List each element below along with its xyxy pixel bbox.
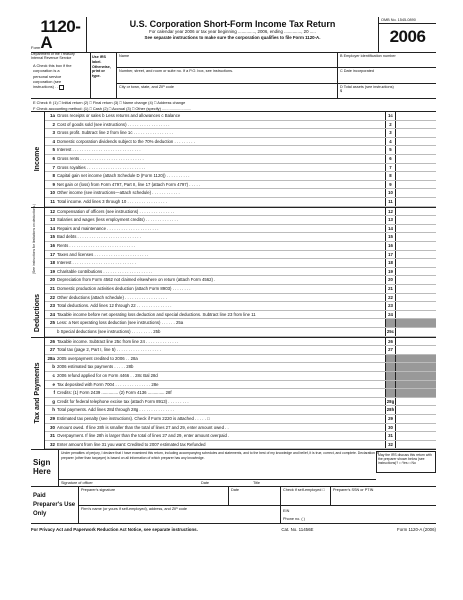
line-item — [45, 233, 436, 242]
line-box-label: 24 — [385, 311, 396, 319]
amount-field[interactable] — [396, 441, 436, 449]
privacy-notice: For Privacy Act and Paperwork Reduction Act Notice, see separate instructions. — [31, 527, 198, 533]
amount-field[interactable] — [396, 398, 436, 406]
amount-field[interactable] — [396, 355, 436, 363]
line-box-label: 17 — [385, 251, 396, 259]
date-label: Date — [201, 481, 210, 486]
sign-here-section — [31, 449, 436, 487]
line-number: 16 — [49, 242, 55, 248]
line-number: c — [52, 372, 55, 378]
line-number: 31 — [49, 433, 55, 439]
form-id-block — [31, 17, 87, 60]
amount-field[interactable] — [396, 276, 436, 284]
line-item — [45, 181, 436, 190]
line-number: 4 — [52, 138, 55, 144]
amount-field[interactable] — [396, 233, 436, 241]
tax-label: Tax and Payments — [33, 363, 41, 424]
amount-field[interactable] — [396, 146, 436, 154]
line-description: Capital gain net income (attach Schedule D (Form 1120)) . . . . . . . . . . — [57, 173, 190, 179]
city-field[interactable]: City or town, state, and ZIP code — [119, 84, 175, 89]
line-number: 22 — [49, 294, 55, 300]
line-item — [45, 276, 436, 285]
line-description: Amount owed. If line 28h is smaller than the total of lines 27 and 29, enter amount owed . . — [57, 424, 229, 430]
paid-preparer-section — [31, 487, 436, 524]
line-description: Interest . . . . . . . . . . . . . . . . . . . . . . . . . . . . . — [57, 147, 141, 153]
line-description: Domestic corporation dividends subject to the 70% deduction . . . . . . . . . — [57, 138, 195, 144]
line-box-label — [385, 381, 396, 389]
amount-field[interactable] — [396, 285, 436, 293]
deductions-note: (See instructions for limitations on deductions.) — [32, 203, 37, 274]
line-box-label: 6 — [385, 155, 396, 163]
amount-field[interactable] — [396, 225, 436, 233]
form-footer-id: Form 1120-A (2006) — [397, 527, 436, 533]
line-item — [45, 389, 436, 398]
line-number: 17 — [49, 251, 55, 257]
line-description: Gross profit. Subtract line 2 from line 1c . . . . . . . . . . . . . . . . . — [57, 130, 174, 136]
line-description: b Special deductions (see instructions) . . . . . . . . . 25b — [57, 328, 161, 334]
line-box-label: 7 — [385, 164, 396, 172]
firm-ein-field[interactable]: EIN — [283, 508, 290, 513]
irs-discuss-box[interactable]: May the IRS discuss this return with the preparer shown below (see instructions)? □ Yes □ No — [376, 451, 436, 473]
line-description: Charitable contributions . . . . . . . . . . . . . . . . . . . . . — [57, 268, 153, 274]
form-number: 1120-A — [40, 17, 81, 52]
amount-field[interactable] — [396, 294, 436, 302]
deductions-label: Deductions — [33, 294, 41, 333]
name-address-fields — [117, 53, 338, 98]
line-number: 24 — [49, 311, 55, 317]
amount-field[interactable] — [396, 172, 436, 180]
line-item — [45, 172, 436, 181]
check-f[interactable]: F Check accounting method: (1) □ Cash (2) □ Accrual (3) □ Other (specify) ........................... — [33, 105, 192, 111]
department: Department of the Treasury Internal Revenue Service — [31, 52, 75, 60]
amount-field[interactable] — [396, 302, 436, 310]
tax-year: 2006 — [389, 27, 426, 46]
check-boxes-e-f — [31, 99, 436, 112]
perjury-declaration: Under penalties of perjury, I declare that I have examined this return, including accompanying schedules and statements, and to the best of my knowledge and belief, it is true, correct, and complete. Declaration of preparer (other than taxpayer) is based on all information of which preparer has any knowledge. — [61, 451, 379, 460]
line-description: Taxes and licenses . . . . . . . . . . . . . . . . . . . . . . . — [57, 251, 149, 257]
amount-field[interactable] — [396, 311, 436, 319]
tax-section — [31, 338, 436, 450]
line-item — [45, 198, 436, 207]
line-item — [45, 398, 436, 407]
amount-field[interactable] — [396, 164, 436, 172]
form-period: For calendar year 2006 or tax year beginning .............., 2006, ending .............., 20 ..... — [149, 29, 316, 34]
line-number: 32 — [49, 441, 55, 447]
line-item — [45, 363, 436, 372]
line-item — [45, 225, 436, 234]
line-item — [45, 242, 436, 251]
line-item — [45, 138, 436, 147]
line-item — [45, 415, 436, 424]
amount-field[interactable] — [396, 155, 436, 163]
line-description: Less: a Net operating loss deduction (see instructions) . . . . . . 25a — [57, 320, 184, 326]
line-description: Salaries and wages (less employment credits) . . . . . . . . . . . . . . — [57, 217, 179, 223]
use-irs-label: Use IRS label. Otherwise, print or type. — [91, 53, 117, 98]
line-number: e — [52, 381, 55, 387]
omb-number: OMB No. 1545-0890 — [379, 17, 436, 24]
form-sheet — [31, 17, 436, 583]
ein-field[interactable]: B Employer identification number — [338, 53, 436, 68]
line-box-label: 1c — [385, 112, 396, 120]
amount-field[interactable] — [396, 432, 436, 440]
line-item — [45, 355, 436, 364]
line-description: Net gain or (loss) from Form 4797, Part II, line 17 (attach Form 4797) . . . . . — [57, 181, 201, 187]
line-description: Estimated tax penalty (see instructions). Check if Form 2220 is attached . . . . . □ — [57, 415, 210, 421]
line-description: Credits: (1) Form 2439 .............. (2) Form 4136 .............. 28f — [57, 390, 172, 396]
line-box-label: 32 — [385, 441, 396, 449]
amount-field[interactable] — [396, 242, 436, 250]
paid-preparer-label: Paid Preparer's Use Only — [31, 487, 79, 523]
line-description: Taxable income. Subtract line 25c from line 24 . . . . . . . . . . . . . . — [57, 338, 179, 344]
line-number: b — [52, 364, 55, 370]
line-description: Other income (see instructions—attach schedule) . . . . . . . . . . . . — [57, 190, 180, 196]
line-description: Gross royalties . . . . . . . . . . . . . . . . . . . . . . . . . — [57, 164, 146, 170]
line-item — [45, 319, 436, 328]
line-box-label — [385, 363, 396, 371]
line-item — [45, 164, 436, 173]
line-box-label: 5 — [385, 146, 396, 154]
line-item — [45, 311, 436, 320]
line-description: Other deductions (attach schedule) . . . . . . . . . . . . . . . . . . — [57, 294, 167, 300]
form-instruction: See separate instructions to make sure the corporation qualifies to file Form 1120-A. — [144, 35, 321, 40]
line-box-label: 12 — [385, 208, 396, 216]
amount-field[interactable] — [396, 121, 436, 129]
line-box-label — [385, 319, 396, 327]
line-description: Compensation of officers (see instructions) . . . . . . . . . . . . . . . — [57, 208, 175, 214]
line-number: 5 — [52, 147, 55, 153]
line-description: Overpayment. If line 28h is larger than the total of lines 27 and 29, enter amount overpaid . — [57, 433, 230, 439]
line-box-label: 18 — [385, 259, 396, 267]
line-description: Total payments. Add lines 28d through 28g . . . . . . . . . . . . . . . — [57, 407, 175, 413]
amount-field[interactable] — [396, 129, 436, 137]
amount-field[interactable] — [396, 189, 436, 197]
line-number: 2 — [52, 121, 55, 127]
cat-number: Cat. No. 11456E — [281, 527, 314, 533]
amount-field[interactable] — [396, 198, 436, 206]
preparer-ssn-field[interactable]: Preparer's SSN or PTIN — [333, 488, 374, 493]
line-item — [45, 424, 436, 433]
line-description: Rents . . . . . . . . . . . . . . . . . . . . . . . . . . . . — [57, 242, 136, 248]
amount-field[interactable] — [396, 319, 436, 327]
personal-service-checkbox[interactable] — [59, 85, 64, 90]
line-item — [45, 208, 436, 217]
line-box-label: 10 — [385, 189, 396, 197]
line-number: h — [52, 407, 55, 413]
check-e[interactable]: E Check if: (1) □ Initial return (2) □ Final return (3) □ Name change (4) □ Address change — [33, 100, 186, 105]
line-number: 13 — [49, 217, 55, 223]
ein-phone-fields — [281, 506, 436, 525]
line-number: 26 — [49, 338, 55, 344]
officer-signature-field[interactable] — [59, 474, 376, 480]
form-year-block — [378, 17, 436, 52]
line-box-label — [385, 389, 396, 397]
personal-service-check: A Check this box if the corporation is a personal service corporation (see instructions) . . — [31, 53, 91, 98]
line-item — [45, 251, 436, 260]
line-description: Repairs and maintenance . . . . . . . . . . . . . . . . . . . . . . — [57, 225, 159, 231]
line-item — [45, 302, 436, 311]
line-item — [45, 285, 436, 294]
line-box-label: 11 — [385, 198, 396, 206]
line-box-label: 26 — [385, 338, 396, 346]
amount-field[interactable] — [396, 181, 436, 189]
line-box-label: 28h — [386, 407, 395, 413]
amount-field[interactable] — [396, 259, 436, 267]
amount-field[interactable] — [396, 216, 436, 224]
line-description: Bad debts . . . . . . . . . . . . . . . . . . . . . . . . . . . — [57, 234, 141, 240]
line-box-label: 15 — [385, 233, 396, 241]
line-item — [45, 216, 436, 225]
line-item — [45, 346, 436, 355]
line-box-label: 8 — [385, 172, 396, 180]
amount-field[interactable] — [396, 372, 436, 380]
line-number: 10 — [49, 190, 55, 196]
identification-section — [31, 53, 436, 99]
amount-field[interactable] — [396, 406, 436, 414]
firm-name-field[interactable]: Firm's name (or yours if self-employed), address, and ZIP code — [79, 506, 281, 525]
line-description: Enter amount from line 31 you want: Credited to 2007 estimated tax Refunded — [57, 441, 206, 447]
line-number: 12 — [49, 208, 55, 214]
line-number: f — [53, 390, 55, 396]
line-box-label: 19 — [385, 268, 396, 276]
street-field[interactable]: Number, street, and room or suite no. If a P.O. box, see instructions. — [117, 68, 337, 83]
line-number: 27 — [49, 347, 55, 353]
line-description: Credit for federal telephone excise tax (attach Form 8913) . . . . . . . . . — [57, 398, 189, 404]
line-number: 9 — [52, 181, 55, 187]
line-item — [45, 328, 436, 337]
amount-field[interactable] — [396, 338, 436, 346]
line-number: 7 — [52, 164, 55, 170]
sign-here-label: Sign Here — [31, 450, 59, 486]
line-description: Depreciation from Form 4562 not claimed elsewhere on return (attach Form 4562) . — [57, 277, 216, 283]
line-box-label: 27 — [385, 346, 396, 354]
line-number: 15 — [49, 234, 55, 240]
line-item — [45, 406, 436, 415]
amount-field[interactable] — [396, 268, 436, 276]
line-box-label: 25c — [386, 328, 395, 334]
line-item — [45, 372, 436, 381]
line-item — [45, 432, 436, 441]
preparer-date-field[interactable]: Date — [229, 487, 281, 505]
line-box-label: 13 — [385, 216, 396, 224]
line-description: Gross receipts or sales b Less returns and allowances c Balance — [57, 113, 181, 118]
self-employed-check[interactable]: Check if self-employed □ — [281, 487, 331, 505]
line-item — [45, 381, 436, 390]
amount-field[interactable] — [396, 328, 436, 336]
amount-field[interactable] — [396, 138, 436, 146]
line-box-label: 29 — [385, 415, 396, 423]
line-item — [45, 294, 436, 303]
line-item — [45, 146, 436, 155]
date-incorporated-field[interactable]: C Date incorporated — [338, 68, 436, 83]
amount-field[interactable] — [396, 381, 436, 389]
total-assets-field[interactable]: D Total assets (see instructions) $ — [340, 84, 394, 94]
line-box-label: 20 — [385, 276, 396, 284]
line-description: 2006 refund applied for on Form 4466 . . 28c Bal 28d — [57, 372, 158, 378]
line-number: 11 — [50, 198, 55, 204]
line-box-label: 3 — [385, 129, 396, 137]
line-description: Interest . . . . . . . . . . . . . . . . . . . . . . . . . . . — [57, 260, 136, 266]
line-box-label: 22 — [385, 294, 396, 302]
line-box-label: 16 — [385, 242, 396, 250]
line-box-label: 28g — [386, 398, 395, 404]
line-item — [45, 259, 436, 268]
line-item — [45, 268, 436, 277]
line-description: Tax deposited with Form 7004 . . . . . . . . . . . . . . . 28e — [57, 381, 159, 387]
line-item — [45, 112, 436, 121]
form-footer — [31, 524, 436, 532]
line-description: Taxable income before net operating loss deduction and special deductions. Subtract line 23 from line 11 — [57, 311, 256, 317]
line-number: 25 — [49, 320, 55, 326]
line-description: Total deductions. Add lines 12 through 22 . . . . . . . . . . . . . . . — [57, 303, 172, 309]
line-description: 2006 estimated tax payments . . . . . 28b — [57, 364, 134, 370]
line-item — [45, 441, 436, 450]
line-number: 29 — [49, 415, 55, 421]
deductions-section — [31, 203, 436, 338]
line-item — [45, 189, 436, 198]
line-box-label: 9 — [385, 181, 396, 189]
line-box-label: 21 — [385, 285, 396, 293]
line-box-label: 14 — [385, 225, 396, 233]
line-box-label: 31 — [385, 432, 396, 440]
line-item — [45, 121, 436, 130]
title-label: Title — [253, 481, 261, 486]
amount-field[interactable] — [396, 389, 436, 397]
amount-field[interactable] — [396, 112, 436, 120]
form-title: U.S. Corporation Short-Form Income Tax Return — [129, 19, 336, 29]
line-description: Total income. Add lines 3 through 10 . . . . . . . . . . . . . . . . . — [57, 198, 167, 204]
line-number: 21 — [49, 285, 55, 291]
line-number: g — [52, 398, 55, 404]
line-number: 18 — [49, 260, 55, 266]
income-label: Income — [33, 147, 41, 172]
line-box-label — [385, 372, 396, 380]
line-number — [45, 328, 57, 336]
amount-field[interactable] — [396, 251, 436, 259]
line-item — [45, 155, 436, 164]
amount-field[interactable] — [396, 424, 436, 432]
line-number: 30 — [49, 424, 55, 430]
line-number: 6 — [52, 155, 55, 161]
line-number: 19 — [49, 268, 55, 274]
line-number: 28a — [47, 355, 55, 361]
line-number: 1a — [49, 113, 55, 118]
line-box-label: 30 — [385, 424, 396, 432]
line-number: 14 — [49, 225, 55, 231]
line-number: 20 — [49, 277, 55, 283]
amount-field[interactable] — [396, 346, 436, 354]
preparer-signature-field[interactable]: Preparer's signature — [79, 487, 229, 505]
line-box-label — [385, 355, 396, 363]
line-item — [45, 338, 436, 347]
line-item — [45, 129, 436, 138]
signature-label: Signature of officer — [61, 481, 93, 486]
name-field[interactable]: Name — [117, 53, 337, 68]
amount-field[interactable] — [396, 208, 436, 216]
ein-fields — [338, 53, 436, 98]
line-number: 8 — [52, 173, 55, 179]
line-description: Cost of goods sold (see instructions) . . . . . . . . . . . . . . . . . . — [57, 121, 170, 127]
phone-field[interactable]: Phone no. ( ) — [283, 516, 305, 521]
income-section — [31, 112, 436, 208]
amount-field[interactable] — [396, 363, 436, 371]
line-description: Total tax (page 2, Part I, line 5) . . . . . . . . . . . . . . . . . . . — [57, 347, 161, 353]
line-description: Domestic production activities deduction (attach Form 8903) . . . . . . . . — [57, 285, 191, 291]
line-box-label: 4 — [385, 138, 396, 146]
line-description: 2005 overpayment credited to 2006 . . 28a — [57, 355, 138, 361]
line-box-label: 23 — [385, 302, 396, 310]
line-description: Gross rents . . . . . . . . . . . . . . . . . . . . . . . . . . . — [57, 155, 144, 161]
line-box-label: 2 — [385, 121, 396, 129]
line-number: 3 — [52, 130, 55, 136]
line-number: 23 — [49, 303, 55, 309]
form-title-block — [87, 17, 378, 52]
form-word: Form — [31, 45, 41, 51]
amount-field[interactable] — [396, 415, 436, 423]
